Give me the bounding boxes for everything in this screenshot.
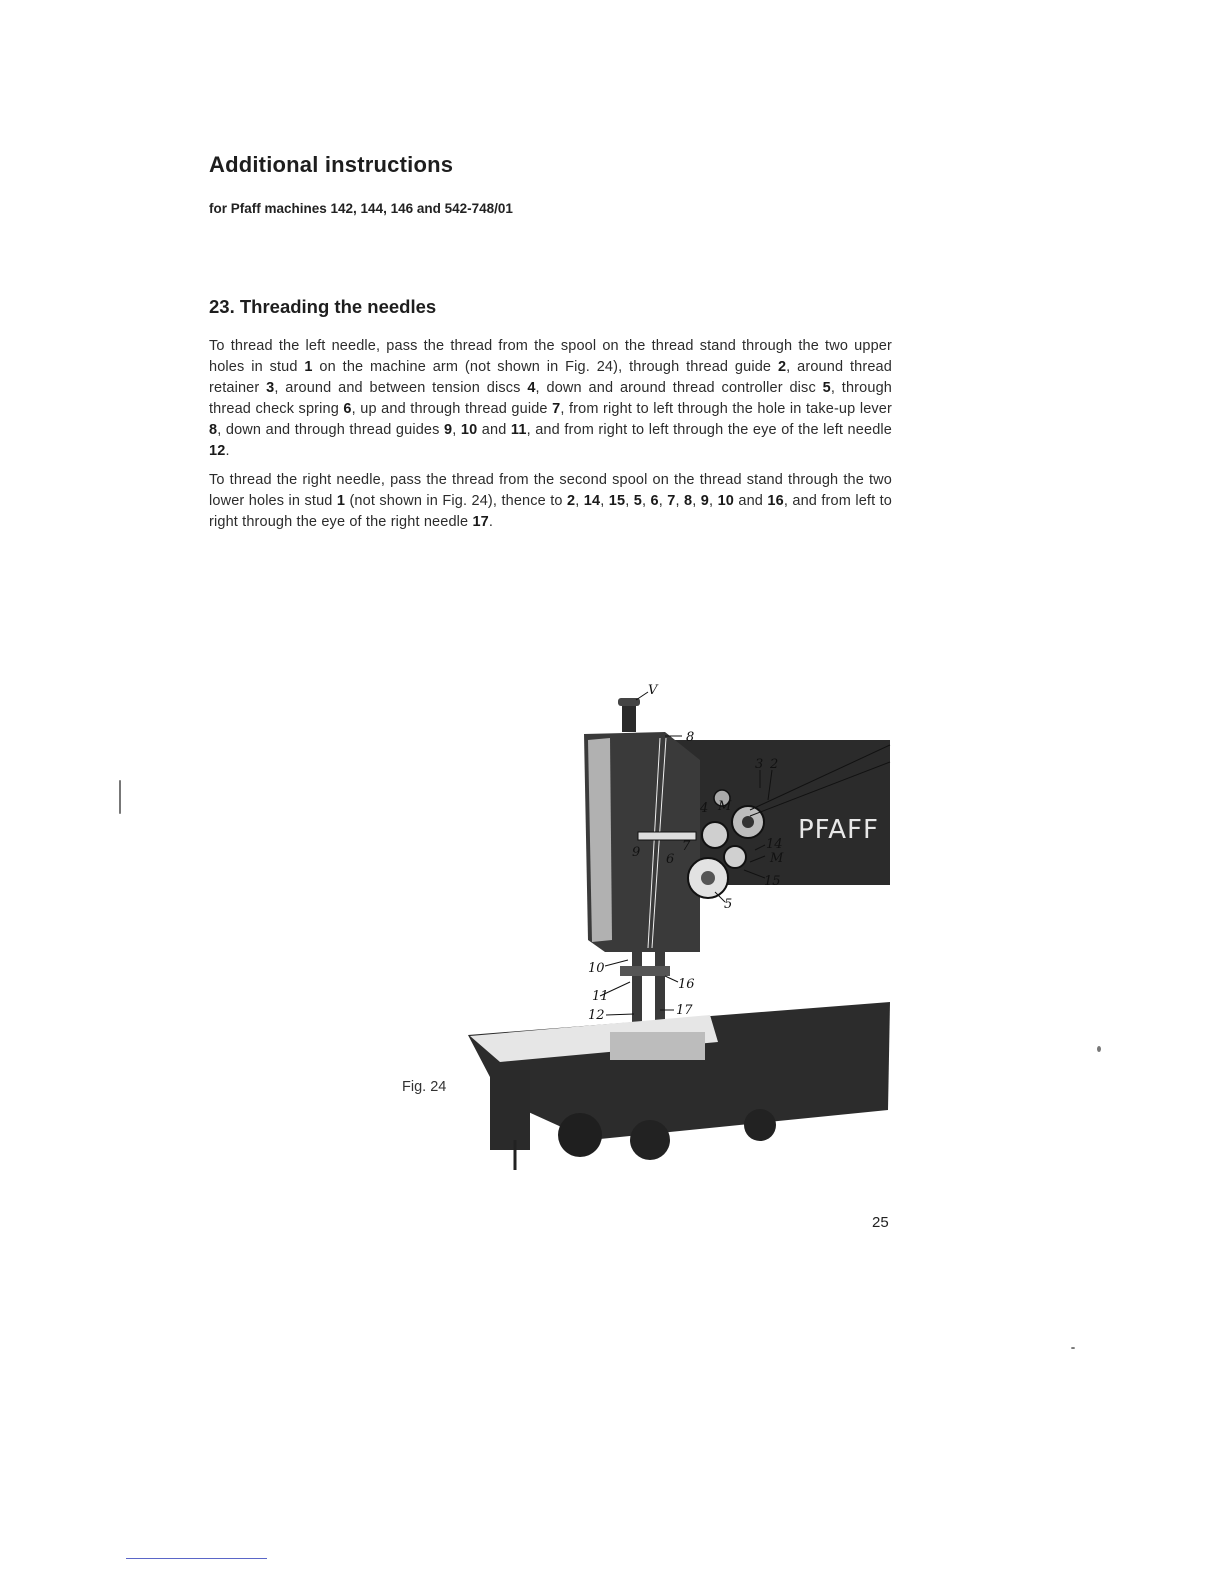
handwheel-shape	[558, 1113, 602, 1157]
bold-reference: 1	[304, 359, 313, 375]
bold-reference: 6	[343, 401, 352, 417]
paragraph-right-needle: To thread the right needle, pass the thread from the second spool on the thread stand through the two lower holes in stud 1 (not shown in Fig. 24), thence to 2, 14, 15, 5, 6, 7, 8, 9, 10 and 16, and from left to right through the eye of the right needle 17.	[209, 472, 893, 530]
pulley-shape	[744, 1109, 776, 1141]
controller-disc-center-shape	[701, 871, 715, 885]
head-highlight-shape	[588, 738, 612, 942]
bold-reference: 12	[209, 443, 226, 459]
page-subtitle: for Pfaff machines 142, 144, 146 and 542-748/01	[209, 201, 513, 216]
callout-7: 7	[682, 839, 691, 854]
callout-3: 3	[755, 757, 764, 772]
bold-reference: 4	[527, 380, 536, 396]
callout-17: 17	[676, 1003, 693, 1018]
bold-reference: 17	[472, 514, 489, 530]
callout-14: 14	[766, 837, 783, 852]
bold-reference: 1	[336, 493, 346, 509]
pfaff-brand-label: PFAFF	[798, 815, 879, 845]
top-stud-shape	[622, 702, 636, 732]
needle-bar-left-shape	[632, 952, 642, 1022]
leader-10	[605, 960, 628, 966]
scan-mark	[119, 780, 121, 814]
scan-speck	[1097, 1046, 1101, 1052]
needle-clamp-shape	[620, 966, 670, 976]
bold-reference: 9	[700, 493, 710, 509]
bold-reference: 8	[684, 493, 693, 509]
bold-reference: 5	[822, 380, 831, 396]
callout-4: 4	[700, 801, 709, 816]
tension-disc-center-shape	[742, 816, 754, 828]
callout-15: 15	[764, 874, 781, 889]
bottom-rule	[126, 1558, 267, 1559]
callout-11: 11	[592, 989, 609, 1004]
needle-bar-right-shape	[655, 952, 665, 1022]
page-number: 25	[872, 1214, 889, 1231]
bold-reference: 7	[552, 401, 561, 417]
callout-6: 6	[666, 852, 675, 867]
sewing-machine-figure	[460, 670, 900, 1180]
callout-v: V	[648, 683, 658, 698]
scan-speck-2	[1071, 1347, 1075, 1349]
callout-m-lower: M	[770, 851, 784, 866]
bold-reference: 7	[667, 493, 676, 509]
bold-reference: 3	[266, 380, 275, 396]
leader-12	[606, 1014, 634, 1015]
leader-16	[665, 976, 678, 982]
needle-plate-shape	[610, 1032, 705, 1060]
callout-m-upper: M	[718, 799, 732, 814]
bold-reference: 11	[510, 422, 527, 438]
bold-reference: 5	[633, 493, 642, 509]
bold-reference: 6	[650, 493, 659, 509]
bold-reference: 2	[777, 359, 787, 375]
callout-10: 10	[588, 961, 605, 976]
callout-9: 9	[632, 845, 641, 860]
page-title: Additional instructions	[209, 152, 454, 177]
sewing-machine-illustration	[460, 670, 900, 1180]
callout-2: 2	[770, 757, 779, 772]
paragraph-left-needle: To thread the left needle, pass the thread from the spool on the thread stand through the two upper holes in stud 1 on the machine arm (not shown in Fig. 24), through thread guide 2, around thread retainer 3, around and between tension discs 4, down and around thread controller disc 5, through thread check spring 6, up and through thread guide 7, from right to left through the hole in take-up lever 8, down and through thread guides 9, 10 and 11, and from right to left through the eye of the left needle 12.	[209, 338, 893, 459]
section-heading: 23. Threading the needles	[209, 296, 437, 317]
bold-reference: 2	[567, 493, 576, 509]
callout-12: 12	[588, 1008, 605, 1023]
callout-16: 16	[678, 977, 695, 992]
leader-v	[636, 692, 648, 700]
bold-reference: 8	[209, 422, 218, 438]
callout-8: 8	[686, 730, 695, 745]
bold-reference: 10	[717, 493, 734, 509]
figure-caption: Fig. 24	[402, 1079, 447, 1095]
motor-part-shape	[630, 1120, 670, 1160]
bold-reference: 14	[583, 493, 601, 509]
bold-reference: 16	[767, 493, 784, 509]
bold-reference: 10	[460, 422, 478, 438]
tension-disc-3-shape	[724, 846, 746, 868]
bold-reference: 9	[444, 422, 453, 438]
bold-reference: 15	[608, 493, 626, 509]
tension-disc-2-shape	[702, 822, 728, 848]
bed-base-left-shape	[490, 1070, 530, 1150]
callout-5: 5	[724, 897, 733, 912]
